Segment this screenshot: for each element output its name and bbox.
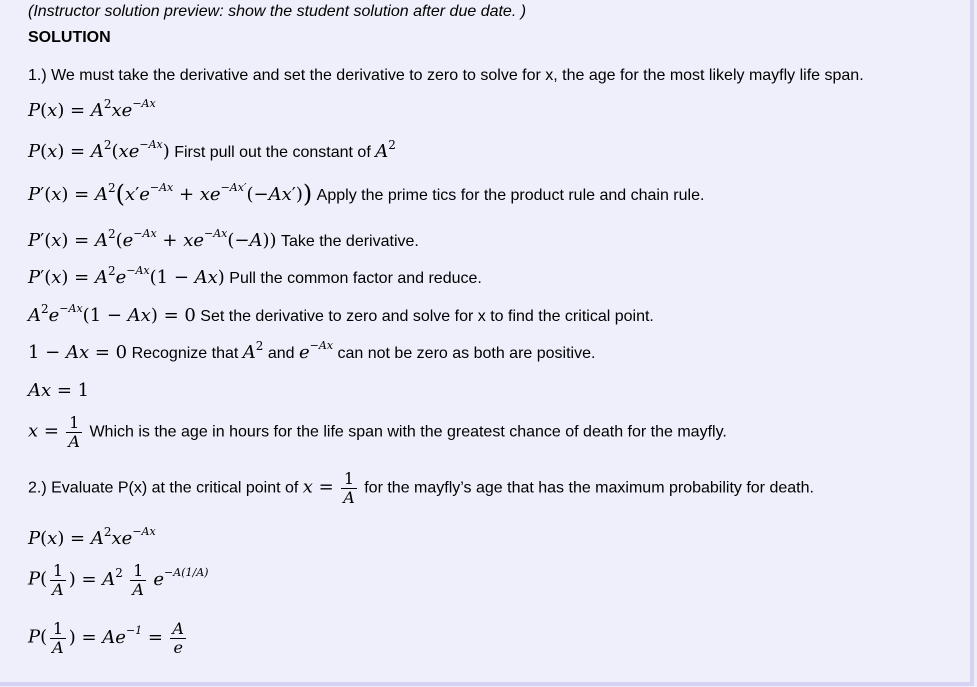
step7-text-a: Recognize that	[131, 345, 239, 362]
equation-3: $P'(x) = A^2(x'e^{-Ax} + xe^{-Ax'}(-Ax'))$ Apply the prime tics for the product rule and chain rule.	[28, 180, 705, 208]
equation-11: P( $\frac{1}{A}$ ) = $A^2$ $\frac{1}{A}$ $e^{-A(1/A)}$	[28, 561, 209, 599]
part2-intro-b: for the mayfly’s age that has the maximum probability for death.	[364, 479, 814, 497]
equation-2: $P(x) = A^2(xe^{-Ax})$ First pull out the constant of $A^2$	[28, 138, 396, 162]
step4-text: Take the derivative.	[280, 233, 419, 250]
step3-text: Apply the prime tics for the product rule and chain rule.	[316, 187, 705, 204]
step9-text: Which is the age in hours for the life span with the greatest chance of death for the mayfly.	[89, 423, 727, 441]
equation-6: $A^2e^{-Ax}(1 - Ax) = 0$ Set the derivative to zero and solve for x to find the critical point.	[28, 302, 654, 326]
equation-10: $P(x) = A^2xe^{-Ax}$	[28, 525, 156, 549]
step6-text: Set the derivative to zero and solve for x to find the critical point.	[200, 308, 654, 325]
instructor-note: (Instructor solution preview: show the student solution after due date. )	[28, 3, 527, 20]
step5-text: Pull the common factor and reduce.	[229, 270, 482, 287]
solution-heading: SOLUTION	[28, 29, 111, 46]
equation-9: x = $\frac{1}{A}$ Which is the age in hours for the life span with the greatest chance of death for the mayfly.	[28, 413, 727, 451]
equation-5: $P'(x) = A^2e^{-Ax}(1 - Ax)$ Pull the common factor and reduce.	[28, 264, 482, 288]
part1-intro: 1.) We must take the derivative and set the derivative to zero to solve for x, the age for the most likely mayfly life span.	[28, 67, 864, 84]
equation-8: Ax = 1	[28, 380, 90, 401]
step7-text-b: and	[267, 345, 295, 362]
fraction-one-over-a: $\frac{1}{A}$	[68, 413, 80, 451]
equation-12: P( $\frac{1}{A}$ ) = $Ae^{-1}$ = $\frac{A}{e}$	[28, 619, 184, 657]
step7-text-c: can not be zero as both are positive.	[337, 345, 596, 362]
equation-4: $P'(x) = A^2(e^{-Ax} + xe^{-Ax}(-A))$ Take the derivative.	[28, 227, 419, 251]
part2-intro-a: 2.) Evaluate P(x) at the critical point of	[28, 479, 299, 497]
equation-7: 1 − Ax = 0 Recognize that $A^2$ and $e^{-Ax}$ can not be zero as both are positive.	[28, 339, 596, 363]
step2-text: First pull out the constant of	[174, 144, 371, 161]
part2-intro: 2.) Evaluate P(x) at the critical point of x = $\frac{1}{A}$ for the mayfly’s age that has the maximum probability for death.	[28, 469, 814, 507]
equation-1: $P(x) = A^2xe^{-Ax}$	[28, 97, 156, 121]
fraction-one-over-a-2: $\frac{1}{A}$	[343, 469, 355, 507]
